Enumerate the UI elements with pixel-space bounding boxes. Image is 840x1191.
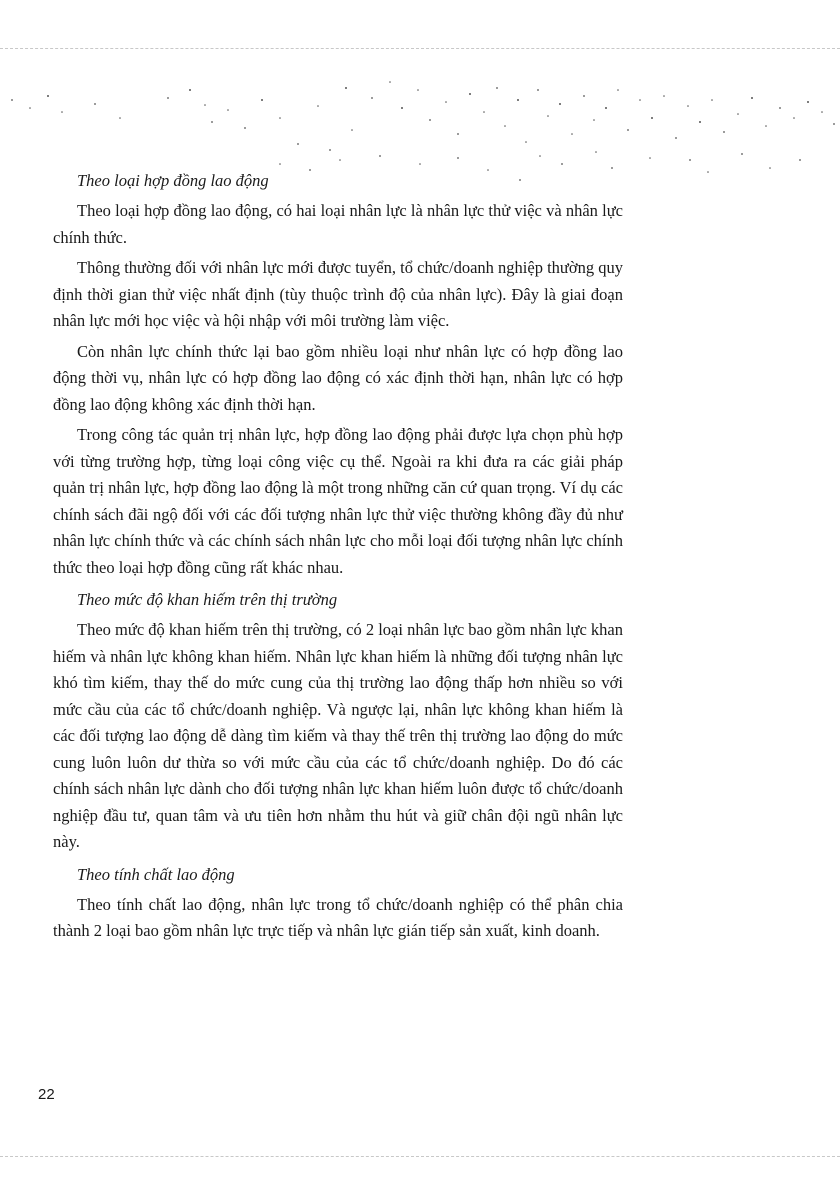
paragraph: Còn nhân lực chính thức lại bao gồm nhiều loại như nhân lực có hợp đồng lao động thời vụ, nhân lực có hợp đồng lao động có xác định thời hạn, nhân lực có hợp đồng lao động không xác định thời hạn. <box>53 341 623 414</box>
scan-edge-bottom <box>0 1156 840 1157</box>
scan-edge-top <box>0 48 840 49</box>
paragraph: Trong công tác quản trị nhân lực, hợp đồng lao động phải được lựa chọn phù hợp với từng trường hợp, từng loại công việc cụ thể. Ngoài ra khi đưa ra các giải pháp quản trị nhân lực, hợp đồng lao động là một trong những căn cứ quan trọng. Ví dụ các chính sách đãi ngộ đối với các đối tượng nhân lực thử việc thường không đầy đủ như nhân lực chính thức và các chính sách nhân lực cho mỗi loại đối tượng nhân lực chính thức theo loại hợp đồng cũng rất khác nhau. <box>53 425 623 577</box>
section-heading-scarcity: Theo mức độ khan hiếm trên thị trường <box>77 590 338 609</box>
page-number: 22 <box>38 1086 55 1103</box>
paragraph: Theo tính chất lao động, nhân lực trong tổ chức/doanh nghiệp có thể phân chia thành 2 loại bao gồm nhân lực trực tiếp và nhân lực gián tiếp sản xuất, kinh doanh. <box>53 894 623 940</box>
paragraph: Thông thường đối với nhân lực mới được tuyển, tổ chức/doanh nghiệp thường quy định thời gian thử việc nhất định (tùy thuộc trình độ của nhân lực). Đây là giai đoạn nhân lực mới học việc và hội nhập với môi trường làm việc. <box>53 258 623 330</box>
section-heading-contract-type: Theo loại hợp đồng lao động <box>77 171 269 190</box>
paragraph: Theo loại hợp đồng lao động, có hai loại nhân lực là nhân lực thử việc và nhân lực chính thức. <box>53 201 623 247</box>
section-heading-labor-nature: Theo tính chất lao động <box>77 864 235 884</box>
page-body <box>53 165 623 945</box>
paragraph: Theo mức độ khan hiếm trên thị trường, có 2 loại nhân lực bao gồm nhân lực khan hiếm và nhân lực không khan hiếm. Nhân lực khan hiếm là những đối tượng nhân lực khó tìm kiếm, thay thế do mức cung của thị trường lao động thấp hơn nhiều so với mức cầu của các tổ chức/doanh nghiệp. Và ngược lại, nhân lực không khan hiếm là các đối tượng lao động dễ dàng tìm kiếm và thay thế trên thị trường lao động do mức cung luôn luôn dư thừa so với mức cầu của các tổ chức/doanh nghiệp. Do đó các chính sách nhân lực dành cho đối tượng nhân lực khan hiếm luôn được tổ chức/doanh nghiệp đầu tư, quan tâm và ưu tiên hơn nhằm thu hút và giữ chân đội ngũ nhân lực này. <box>53 620 623 851</box>
